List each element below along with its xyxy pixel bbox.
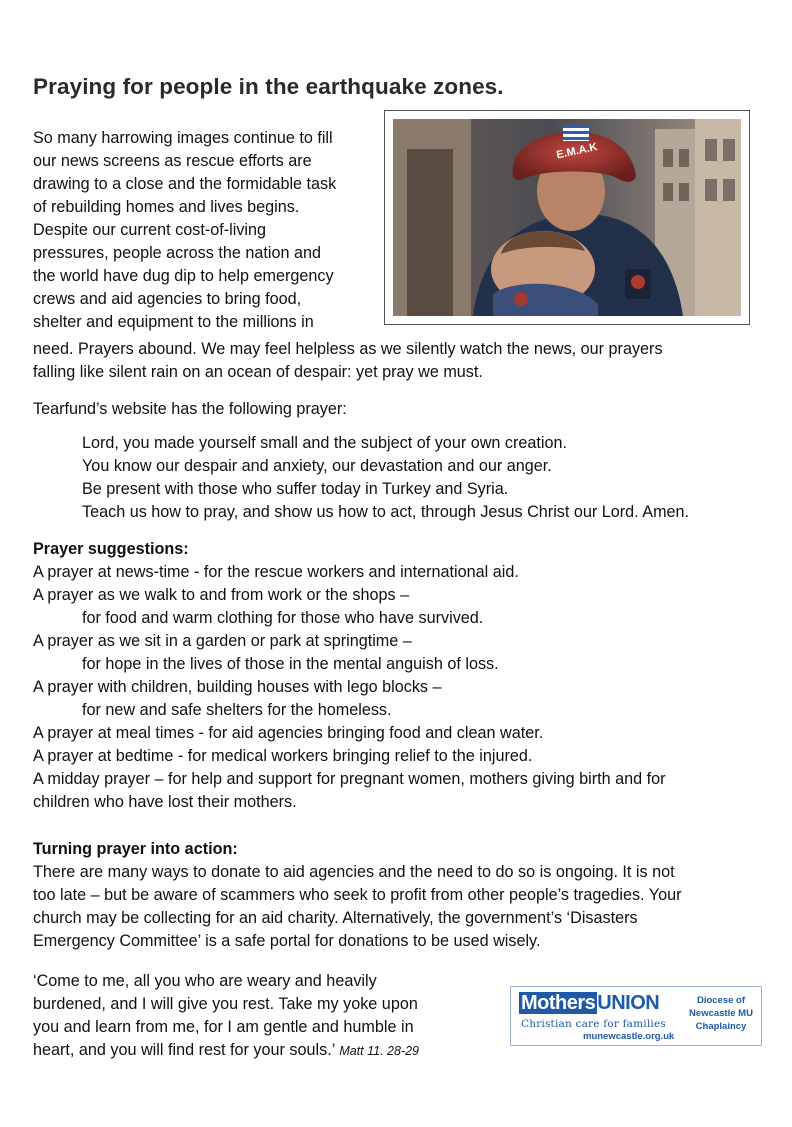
quote-line: ‘Come to me, all you who are weary and heavily (33, 972, 377, 990)
prayer-line: Lord, you made yourself small and the subject of your own creation. (82, 434, 567, 452)
suggestion-line: A prayer with children, building houses with lego blocks – (33, 678, 442, 696)
prayer-line: You know our despair and anxiety, our devastation and our anger. (82, 457, 552, 475)
intro-line: falling like silent rain on an ocean of despair: yet pray we must. (33, 363, 483, 381)
mothers-union-wordmark (519, 992, 659, 1015)
rescue-worker-photo-frame (384, 110, 750, 325)
intro-line: Despite our current cost-of-living (33, 221, 267, 239)
intro-line: drawing to a close and the formidable task (33, 175, 337, 193)
intro-line: So many harrowing images continue to fill (33, 129, 333, 147)
action-line: There are many ways to donate to aid agencies and the need to do so is ongoing. It is not (33, 863, 675, 881)
intro-line: the world have dug dip to help emergency (33, 267, 334, 285)
suggestion-line: for new and safe shelters for the homeless. (82, 701, 392, 719)
prayer-into-action-section (33, 838, 773, 953)
quote-line: burdened, and I will give you rest. Take my yoke upon (33, 995, 418, 1013)
suggestion-line: A prayer as we sit in a garden or park at springtime – (33, 632, 412, 650)
logo-union: UNION (597, 992, 660, 1014)
prayer-suggestions-section (33, 538, 773, 814)
intro-line: of rebuilding homes and lives begins. (33, 198, 300, 216)
scripture-quote (33, 970, 503, 1063)
tearfund-lead: Tearfund’s website has the following prayer: (33, 400, 347, 418)
action-line: too late – but be aware of scammers who seek to profit from other people’s tragedies. Your (33, 886, 682, 904)
suggestion-line: A prayer at bedtime - for medical workers bringing relief to the injured. (33, 747, 533, 765)
logo-tagline: Christian care for families (521, 1018, 666, 1030)
logo-url: munewcastle.org.uk (583, 1031, 675, 1042)
prayer-line: Be present with those who suffer today in Turkey and Syria. (82, 480, 509, 498)
suggestion-line: for food and warm clothing for those who have survived. (82, 609, 484, 627)
intro-line: need. Prayers abound. We may feel helpless as we silently watch the news, our prayers (33, 340, 663, 358)
suggestion-line: A prayer at meal times - for aid agencies bringing food and clean water. (33, 724, 544, 742)
logo-mothers: Mothers (521, 992, 596, 1014)
diocese-label (685, 994, 757, 1033)
quote-text: heart, and you will find rest for your souls.’ (33, 1041, 336, 1059)
intro-paragraph-wrapped (33, 127, 383, 334)
rescue-worker-illustration (393, 119, 741, 316)
section-heading: Turning prayer into action: (33, 840, 238, 858)
intro-line: shelter and equipment to the millions in (33, 313, 314, 331)
suggestion-line: A prayer as we walk to and from work or the shops – (33, 586, 410, 604)
suggestion-line: children who have lost their mothers. (33, 793, 297, 811)
helmet-text: E.M.A.K (555, 141, 599, 162)
action-line: Emergency Committee’ is a safe portal for donations to be used wisely. (33, 932, 541, 950)
page-title: Praying for people in the earthquake zones. (33, 74, 504, 99)
diocese-line: Chaplaincy (695, 1021, 747, 1032)
suggestion-line: A prayer at news-time - for the rescue workers and international aid. (33, 563, 519, 581)
quote-citation: Matt 11. 28-29 (339, 1044, 419, 1058)
intro-line: our news screens as rescue efforts are (33, 152, 312, 170)
prayer-line: Teach us how to pray, and show us how to act, through Jesus Christ our Lord. Amen. (82, 503, 690, 521)
quote-line (33, 1039, 503, 1063)
tearfund-prayer (82, 432, 782, 524)
intro-line: pressures, people across the nation and (33, 244, 321, 262)
mothers-union-logo (510, 986, 762, 1046)
intro-line: crews and aid agencies to bring food, (33, 290, 302, 308)
quote-line: you and learn from me, for I am gentle and humble in (33, 1018, 414, 1036)
diocese-line: Newcastle MU (689, 1008, 753, 1019)
suggestion-line: for hope in the lives of those in the mental anguish of loss. (82, 655, 499, 673)
section-heading: Prayer suggestions: (33, 540, 189, 558)
intro-paragraph-full (33, 338, 773, 384)
rescue-worker-photo (393, 119, 741, 316)
diocese-line: Diocese of (696, 995, 746, 1006)
action-line: church may be collecting for an aid charity. Alternatively, the government’s ‘Disasters (33, 909, 638, 927)
suggestion-line: A midday prayer – for help and support for pregnant women, mothers giving birth and for (33, 770, 666, 788)
